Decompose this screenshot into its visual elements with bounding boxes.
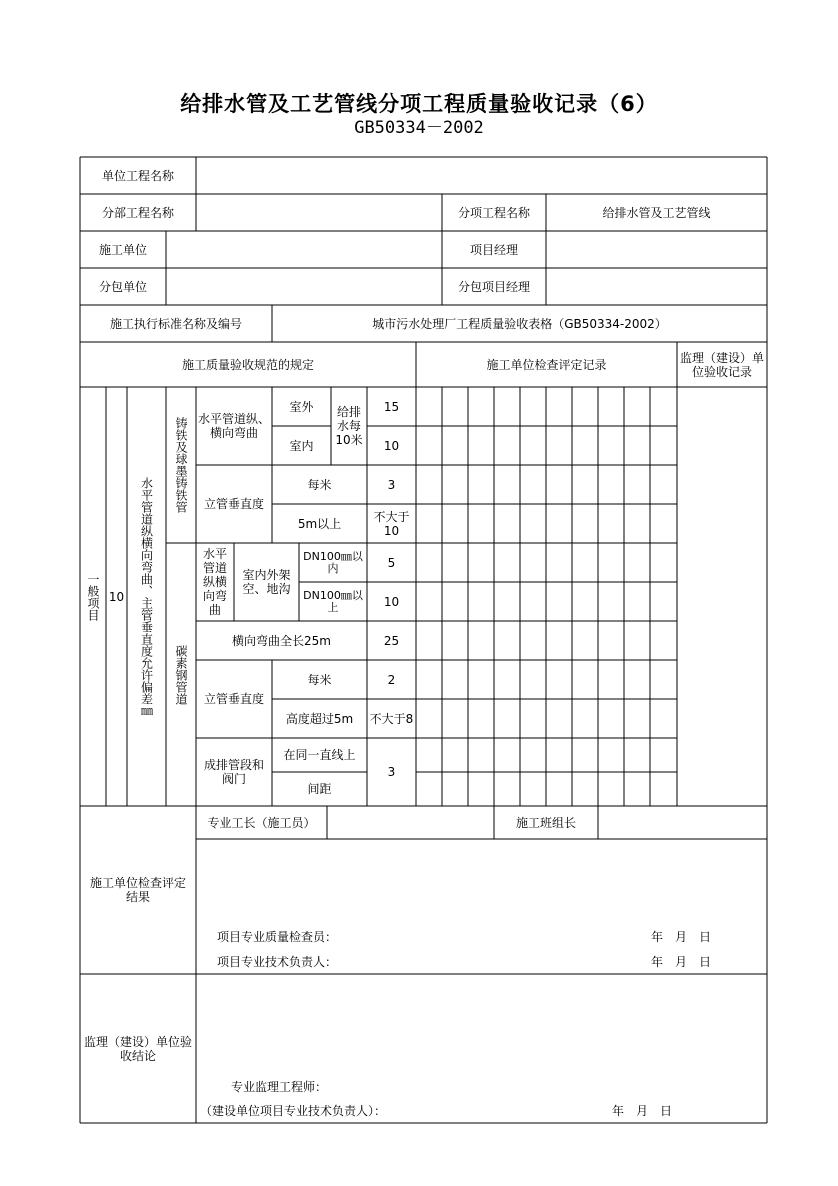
- supervision-conclusion-label: 监理（建设）单位验收结论: [84, 1034, 193, 1063]
- tolerance-10: 10: [383, 438, 400, 453]
- date-supervision: 年 月 日: [612, 1104, 673, 1118]
- general-items-label: 一般项目: [86, 572, 100, 621]
- dn100-above-label: DN100㎜以上: [303, 588, 363, 614]
- standard-code: GB50334－2002: [354, 118, 484, 138]
- horizontal-bend-label: 水平管道纵、横向弯曲: [198, 412, 271, 440]
- team-leader-label: 施工班组长: [515, 815, 576, 830]
- full-length-label: 横向弯曲全长25m: [232, 633, 331, 648]
- standard-label: 施工执行标准名称及编号: [109, 316, 242, 331]
- indoor-outdoor-label: 室内外架空、地沟: [242, 568, 291, 596]
- item-number: 10: [108, 589, 125, 604]
- quality-inspector-label: 项目专业质量检查员：: [217, 930, 338, 944]
- tolerance-max-10: 不大于10: [373, 509, 410, 538]
- supervising-engineer-label: 专业监理工程师：: [231, 1080, 328, 1094]
- foreman-label: 专业工长（施工员）: [207, 815, 316, 830]
- outdoor-label: 室外: [289, 399, 314, 414]
- supervision-column-header: 监理（建设）单位验收记录: [679, 350, 764, 379]
- tolerance-3-b: 3: [387, 765, 396, 779]
- tech-lead-label: 项目专业技术负责人：: [217, 955, 338, 969]
- horizontal-bend-label-2: 水平管道纵横向弯曲: [202, 547, 227, 617]
- tolerance-25: 25: [383, 633, 400, 648]
- page-title: 给排水管及工艺管线分项工程质量验收记录（6）: [180, 92, 658, 116]
- riser-vertical-label: 立管垂直度: [203, 497, 264, 511]
- tolerance-max-8: 不大于8: [369, 711, 414, 726]
- tolerance-10-b: 10: [383, 594, 400, 609]
- tolerance-2: 2: [387, 672, 396, 687]
- sub-division-label: 分部工程名称: [101, 205, 174, 220]
- tolerance-15: 15: [383, 399, 400, 414]
- dn100-within-label: DN100㎜以内: [303, 549, 363, 575]
- indoor-label: 室内: [289, 438, 314, 453]
- tolerance-3: 3: [387, 477, 396, 492]
- spec-column-header: 施工质量验收规范的规定: [181, 357, 314, 372]
- riser-vertical-label-2: 立管垂直度: [203, 692, 264, 706]
- subcontract-unit-label: 分包单位: [98, 279, 147, 294]
- construction-result-label: 施工单位检查评定结果: [89, 876, 186, 904]
- check-record-column-header: 施工单位检查评定记录: [486, 357, 607, 372]
- same-line-label: 在同一直线上: [283, 748, 356, 762]
- subcontract-manager-label: 分包项目经理: [457, 279, 530, 294]
- date-tech-lead: 年 月 日: [651, 955, 712, 969]
- item-description: 水平管道纵横向弯曲、主管垂直度允许偏差㎜: [139, 476, 154, 717]
- sub-item-label: 分项工程名称: [457, 205, 530, 220]
- steel-pipe-label: 碳素钢管道: [174, 644, 188, 705]
- per-10m-label: 给排水每10米: [335, 405, 363, 447]
- project-manager-label: 项目经理: [469, 242, 518, 257]
- date-inspector: 年 月 日: [651, 930, 712, 944]
- standard-value: 城市污水处理厂工程质量验收表格（GB50334-2002）: [372, 316, 667, 331]
- construction-unit-label: 施工单位: [98, 242, 147, 257]
- sub-item-value: 给排水管及工艺管线: [602, 205, 711, 220]
- spacing-label: 间距: [307, 782, 332, 796]
- pipe-rows-valves-label: 成排管段和阀门: [203, 758, 264, 786]
- tolerance-5: 5: [387, 555, 396, 570]
- per-meter-label-2: 每米: [307, 672, 332, 687]
- per-meter-label: 每米: [307, 477, 332, 492]
- cast-iron-label: 铸铁及球墨铸铁管: [174, 417, 188, 513]
- unit-project-label: 单位工程名称: [101, 168, 174, 183]
- owner-tech-lead-label: （建设单位项目专业技术负责人）：: [200, 1104, 387, 1118]
- height-over-5m-label: 高度超过5m: [285, 711, 354, 726]
- over-5m-label: 5m以上: [297, 516, 342, 531]
